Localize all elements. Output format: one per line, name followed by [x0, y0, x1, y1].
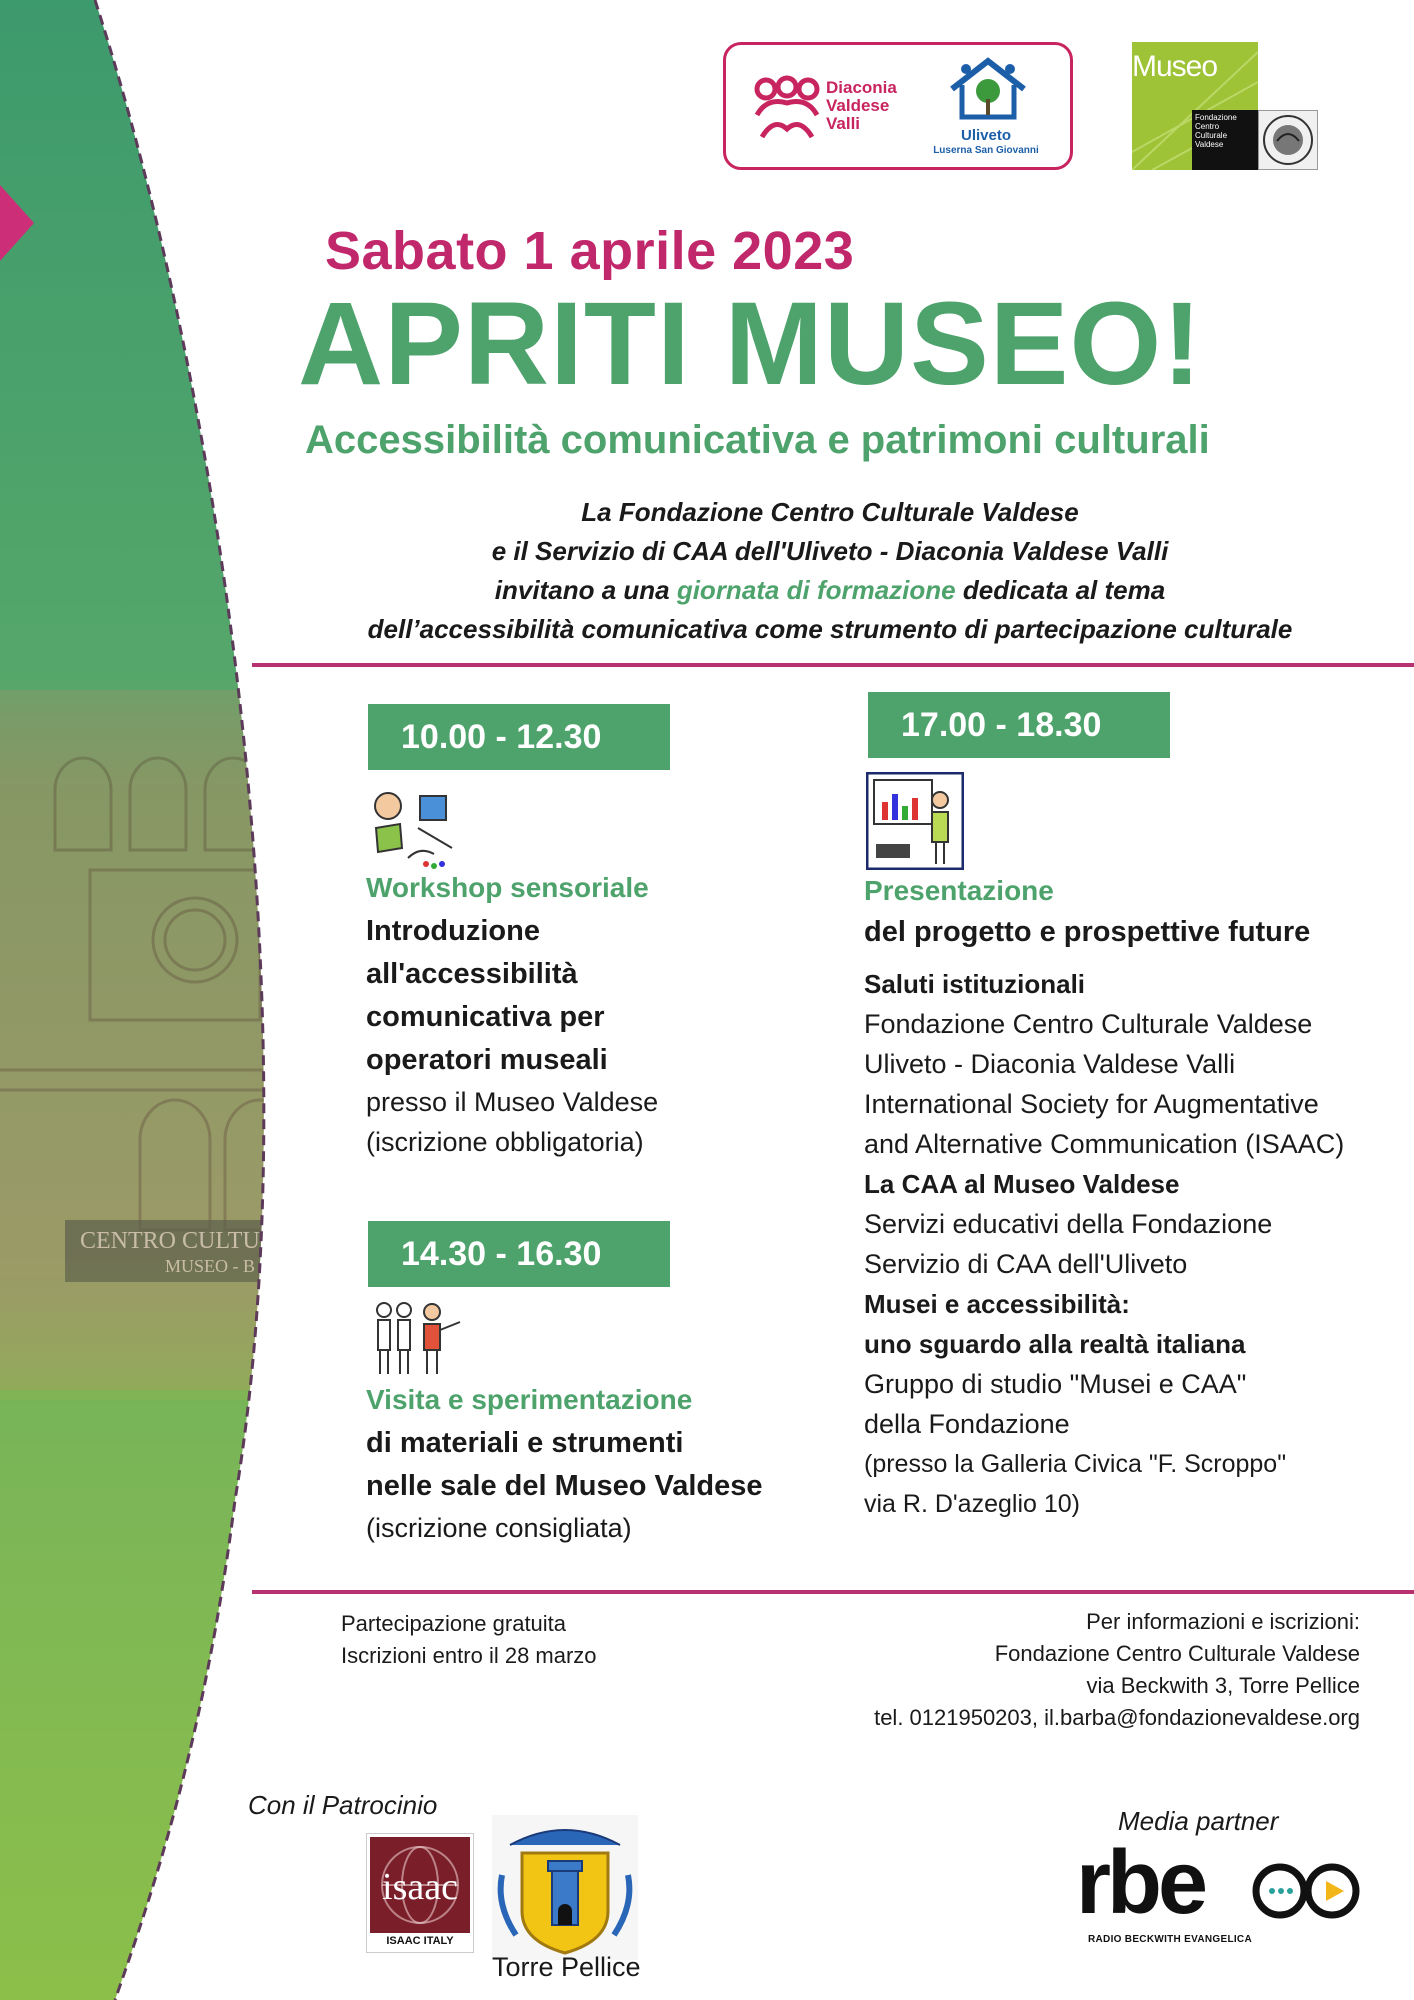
diaconia-people-icon — [752, 75, 822, 145]
isaac-caption: ISAAC ITALY — [386, 1935, 454, 1947]
session2-bold-block — [366, 1422, 826, 1508]
session3-time: 17.00 - 18.30 — [901, 705, 1102, 744]
block1-line: Fondazione Centro Culturale Valdese — [864, 1009, 1313, 1039]
torre-pellice-crest — [492, 1815, 638, 1960]
block1-line: International Society for Augmentative — [864, 1089, 1319, 1119]
session2-bold-line: nelle sale del Museo Valdese — [366, 1470, 763, 1502]
session2-note: (iscrizione consigliata) — [366, 1513, 632, 1543]
presentation-icon — [866, 772, 964, 870]
bottom-divider — [252, 1590, 1414, 1594]
session3-block3 — [864, 1284, 1384, 1524]
event-date: Sabato 1 aprile 2023 — [325, 221, 855, 281]
diaconia-line3: Valli — [826, 114, 861, 133]
intro-highlight: giornata di formazione — [676, 575, 956, 605]
block3-line: della Fondazione — [864, 1409, 1070, 1439]
contact-phone-email: tel. 0121950203, il.barba@fondazionevaldese.org — [874, 1705, 1360, 1730]
diaconia-line1: Diaconia — [826, 78, 897, 97]
session1-content — [366, 872, 786, 1162]
visit-group-icon — [372, 1300, 464, 1378]
block3-line: (presso la Galleria Civica "F. Scroppo" — [864, 1450, 1287, 1478]
block2-line: Servizio di CAA dell'Uliveto — [864, 1249, 1188, 1279]
isaac-logo-text: isaac — [382, 1866, 458, 1908]
uliveto-logo-subtext: Luserna San Giovanni — [933, 145, 1039, 156]
contact-heading: Per informazioni e iscrizioni: — [1086, 1609, 1360, 1634]
session3-block1 — [864, 964, 1384, 1164]
session2-time-box — [368, 1221, 670, 1287]
diaconia-logo-text — [826, 79, 897, 133]
diaconia-line2: Valdese — [826, 96, 890, 115]
block2-line: Servizi educativi della Fondazione — [864, 1209, 1273, 1239]
rbe-caption: RADIO BECKWITH EVANGELICA — [1088, 1934, 1252, 1945]
contact-address: via Beckwith 3, Torre Pellice — [1086, 1673, 1360, 1698]
fondazione-line3: Culturale — [1195, 131, 1228, 140]
session3-time-box — [868, 692, 1170, 758]
media-partner-label: Media partner — [1118, 1806, 1279, 1836]
block1-bold: Saluti istituzionali — [864, 969, 1086, 999]
seal-icon — [1259, 111, 1317, 169]
session2-time: 14.30 - 16.30 — [401, 1234, 602, 1273]
block3-line: Gruppo di studio "Musei e CAA" — [864, 1369, 1247, 1399]
workshop-sensory-icon — [368, 788, 460, 872]
page-title: APRITI MUSEO! — [298, 278, 1203, 410]
footer-left — [341, 1608, 597, 1672]
fondazione-logo-text — [1192, 110, 1258, 149]
participation-text: Partecipazione gratuita — [341, 1611, 567, 1636]
page-subtitle: Accessibilità comunicativa e patrimoni culturali — [305, 418, 1210, 462]
session3-content — [864, 875, 1384, 1524]
intro-line4: dell’accessibilità comunicativa come strumento di partecipazione culturale — [367, 614, 1293, 644]
block2-bold: La CAA al Museo Valdese — [864, 1169, 1180, 1199]
museo-logo-text: Museo — [1132, 50, 1218, 83]
patrocinio-label: Con il Patrocinio — [248, 1790, 438, 1820]
session1-time-box — [368, 704, 670, 770]
intro-paragraph — [295, 493, 1365, 649]
fondazione-line1: Fondazione — [1195, 113, 1237, 122]
torre-pellice-label: Torre Pellice — [492, 1952, 641, 1982]
intro-line3-a: invitano a una — [494, 575, 677, 605]
session1-bold-block — [366, 910, 786, 1082]
session1-location: presso il Museo Valdese — [366, 1087, 659, 1117]
intro-line3 — [295, 571, 1365, 610]
partner-logos-box — [723, 42, 1073, 170]
contact-org: Fondazione Centro Culturale Valdese — [994, 1641, 1360, 1666]
session1-bold-line: comunicativa per — [366, 1001, 605, 1033]
isaac-logo — [366, 1833, 474, 1953]
fondazione-line2: Centro — [1195, 122, 1220, 131]
session1-bold-line: operatori museali — [366, 1044, 608, 1076]
block1-line: and Alternative Communication (ISAAC) — [864, 1129, 1345, 1159]
session3-block2 — [864, 1164, 1384, 1284]
uliveto-logo-text: Uliveto — [960, 127, 1011, 144]
rbe-chat-icon — [1252, 1862, 1360, 1920]
block1-line: Uliveto - Diaconia Valdese Valli — [864, 1049, 1236, 1079]
intro-line1: La Fondazione Centro Culturale Valdese — [581, 497, 1079, 527]
session3-heading: Presentazione — [864, 875, 1054, 906]
session1-bold-line: all'accessibilità — [366, 958, 578, 990]
rbe-logo-text: rbe — [1076, 1833, 1205, 1933]
intro-line3-b: dedicata al tema — [955, 575, 1166, 605]
session2-heading: Visita e sperimentazione — [366, 1384, 693, 1415]
seal-logo — [1258, 110, 1318, 170]
crest-icon — [492, 1815, 638, 1960]
block3-bold: Musei e accessibilità: — [864, 1289, 1130, 1319]
isaac-logo-bg — [370, 1837, 470, 1933]
session2-content — [366, 1384, 826, 1548]
uliveto-house-icon — [946, 55, 1030, 121]
pink-triangle-marker — [0, 185, 34, 261]
fondazione-line4: Valdese — [1195, 140, 1224, 149]
session1-note: (iscrizione obbligatoria) — [366, 1127, 644, 1157]
left-decorative-band — [0, 0, 290, 2000]
fondazione-logo-black — [1192, 110, 1258, 170]
block3-bold2: uno sguardo alla realtà italiana — [864, 1329, 1246, 1359]
top-divider — [252, 663, 1414, 667]
session2-bold-line: di materiali e strumenti — [366, 1427, 684, 1459]
session3-subheading: del progetto e prospettive future — [864, 916, 1311, 948]
session1-heading: Workshop sensoriale — [366, 872, 649, 903]
session1-bold-line: Introduzione — [366, 915, 540, 947]
block3-line: via R. D'azeglio 10) — [864, 1490, 1080, 1518]
registration-deadline: Iscrizioni entro il 28 marzo — [341, 1643, 597, 1668]
footer-contact — [874, 1606, 1360, 1734]
intro-line2: e il Servizio di CAA dell'Uliveto - Diaconia Valdese Valli — [491, 536, 1169, 566]
session1-time: 10.00 - 12.30 — [401, 717, 602, 756]
